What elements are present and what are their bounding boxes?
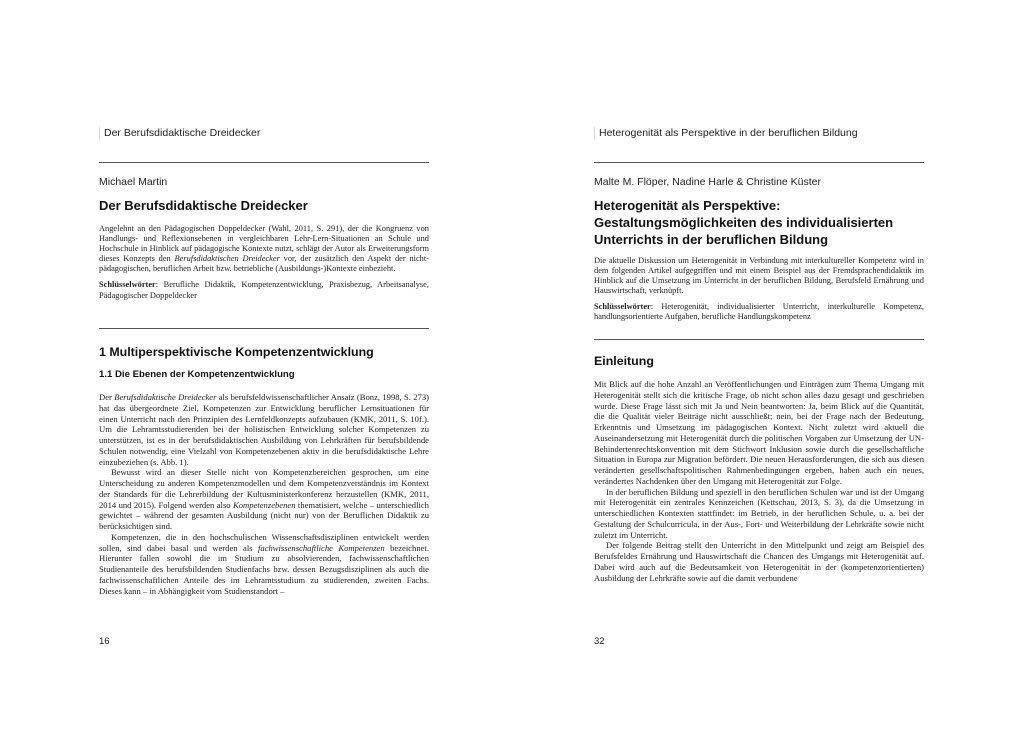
paragraph: Mit Blick auf die hohe Anzahl an Veröffentlichungen und Einträgen zum Thema Umgang mit Heterogenität stellt sich die kritische Frage, ob nicht schon alles dazu gesagt und geschrieben wurde. Diese Frage lässt sich mit Ja und Nein beantworten: Ja, beim Blick auf die Quantität, die die Qualität vieler Beiträge nicht ausschließt; nein, bei der Frage nach der Bedeutung, Erkenntnis und Umsetzung im pädagogischen Kontext. Nicht zuletzt wird aktuell die Auseinandersetzung mit Heterogenität durch die politischen Vorgaben zur Umsetzung der UN-Behindertenrechtskonvention mit dem Stichwort Inklusion sowie durch die gesellschaftliche Situation in Europa zur Migration befördert. Die neuen Herausforderungen, die sich aus diesen veränderten gesellschaftspolitischen Rahmenbedingungen ergeben, haben auch ein neues, verändertes Nachdenken über den Umgang mit Heterogenität zur Folge. [594,379,924,486]
paragraph [99,532,429,597]
keywords: : Berufliche Didaktik, Kompetenzentwicklung, Praxisbezug, Arbeitsanalyse, Pädagogischer Doppeldecker [99,280,429,300]
header-rule [99,162,429,163]
section-heading: Einleitung [594,354,654,368]
authors: Malte M. Flöper, Nadine Harle & Christine Küster [594,176,822,188]
text: Kompetenzen, die in den hochschulischen Wissenschaftsdisziplinen entwickelt werden sollen, sind dabei basal und werden als [99,531,429,553]
page-number: 32 [594,636,605,647]
abstract-italic: Berufsdidaktischen Dreidecker [174,254,280,264]
author: Michael Martin [99,176,168,188]
text: Der [99,392,115,402]
abstract [99,224,429,301]
title-line: Heterogenität als Perspektive: [594,198,781,213]
article-title: Der Berufsdidaktische Dreidecker [99,198,308,213]
text: bezeichnet. Hierunter fallen sowohl die im Studium zu absolvierenden, fachwissenschaftlichen Studienanteile des berufsbildenden Studienfachs bzw. dessen Bezugsdisziplinen als auch die fachwissenschaftlichen Anteile des im Lehramtsstudium zu studierenden, zweiten Fachs. Dieses kann – in Abhängigkeit vom Studienstandort – [99,542,429,596]
title-line: Gestaltungsmöglichkeiten des individualisierten [594,215,894,230]
keywords: : Heterogenität, individualisierter Unterricht, interkulturelle Kompetenz, handlungsorientierte Aufgaben, berufliche Handlungskompetenz [594,302,924,322]
abstract-text: Die aktuelle Diskussion um Heterogenität in Verbindung mit interkultureller Kompetenz wird in dem folgenden Artikel aufgegriffen und mit einem Beispiel aus der Fremdsprachendidaktik im Hinblick auf die Umsetzung im Unterricht in der beruflichen Bildung, Berufsfeld Ernährung und Hauswirtschaft, verknüpft. [594,256,924,296]
abstract-text: Angelehnt an den Pädagogischen Doppeldecker (Wahl, 2011, S. 291), der die Kongruenz von Handlungs- und Reflexionsebenen in vergleichbaren Lehr-Lern-Situationen an Schule und Hochschule in Hinblick auf pädagogische Kontexte nutzt, schlägt der Autor als Erweiterungsform dieses Konzepts den [99,224,429,264]
article-title [594,197,893,248]
paragraph [99,392,429,467]
italic-text: Kompetenzebenen [233,499,296,510]
body-text [99,392,429,596]
italic-text: fachwissenschaftliche Kompetenzen [257,542,385,553]
text: Bewusst wird an dieser Stelle nicht von Kompetenzbereichen gesprochen, um eine Unterscheidung zu anderen Kompetenzmodellen und dem Kompetenzverständnis im Kontext der Standards für die Lehrerbildung der Kultusministerkonferenz herzustellen (KMK, 2011, 2014 und 2015). Folgend werden also [99,467,429,510]
body-text [594,379,924,583]
running-head: Der Berufsdidaktische Dreidecker [99,127,260,140]
keywords-label: Schlüsselwörter [594,302,651,312]
title-line: Unterrichts in der beruflichen Bildung [594,232,829,247]
running-head: Heterogenität als Perspektive in der beruflichen Bildung [594,127,858,140]
header-rule [594,162,924,163]
section-rule [99,328,429,329]
abstract [594,256,924,323]
paragraph [99,467,429,532]
abstract-text: vor, der zusätzlich den Aspekt der nicht-pädagogischen, beruflichen Arbeit bzw. betriebliche (Ausbildungs-)Kontexte einbezieht. [99,254,429,274]
text: als berufsfeldwissenschaftlicher Ansatz (Bonz, 1998, S. 273) hat das übergeordnete Ziel, Kompetenzen zur Entwicklung beruflicher Lernsituationen für einen Unterricht nach den Prinzipien des Lernfeldkonzepts aufzubauen (KMK, 2011, S. 10f.). Um die Lehramtsstudierenden bei der holistischen Entwicklung solcher Kompetenzen zu unterstützen, ist es in der berufsdidaktischen Ausbildung von Lehrkräften für berufsbildende Schulen notwendig, eine Vielzahl von Kompetenzebenen aktiv in die berufsdidaktische Lehre einzubeziehen (s. Abb. 1). [99,392,430,467]
section-rule [594,339,924,340]
section-heading: 1 Multiperspektivische Kompetenzentwicklung [99,345,374,359]
italic-text: Berufsdidaktische Dreidecker [114,392,217,402]
keywords-label: Schlüsselwörter [99,280,156,290]
paragraph: Der folgende Beitrag stellt den Unterricht in den Mittelpunkt und zeigt am Beispiel des Berufsfeldes Ernährung und Hauswirtschaft die Chancen des Umgangs mit Heterogenität auf. Dabei wird auch auf die Bedeutsamkeit von Heterogenität in der (kompetenzorientierten) Ausbildung der Lehrkräfte sowie auf die damit verbundene [594,540,924,583]
subsection-heading: 1.1 Die Ebenen der Kompetenzentwicklung [99,369,295,380]
text: thematisiert, welche – unterschiedlich gewichtet – während der gesamten Ausbildung (nicht nur) von der Beruflichen Didaktik zu berücksichtigen sind. [99,499,429,531]
paragraph: In der beruflichen Bildung und speziell in den beruflichen Schulen war und ist der Umgang mit Heterogenität ein zentrales Kennzeichen (Kettschau, 2013, S. 3), da die Umsetzung in unterschiedlichen Kontexten stattfindet: im Betrieb, in der beruflichen Schule, u. a. bei der Gestaltung der Schulcurricula, in der Aus-, Fort- und Weiterbildung der Lehrkräfte sowie nicht zuletzt im Unterricht. [594,486,924,540]
page-number: 16 [99,636,110,647]
